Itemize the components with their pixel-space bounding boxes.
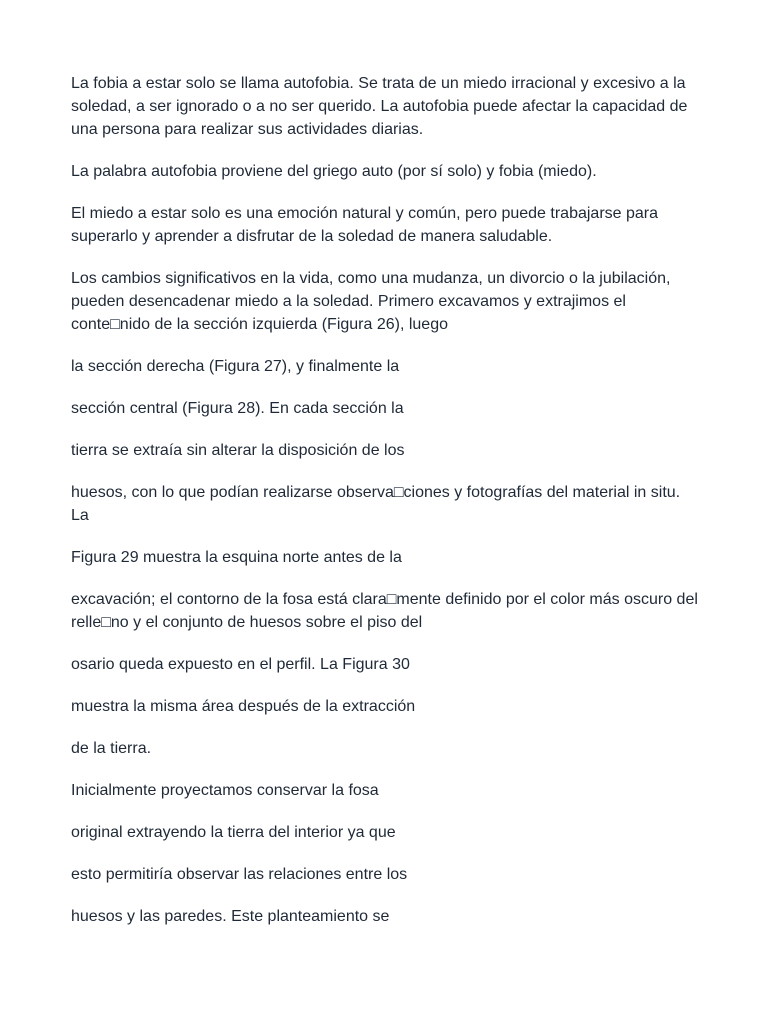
- document-body: [71, 72, 701, 947]
- paragraph-9: Figura 29 muestra la esquina norte antes de la: [71, 549, 402, 566]
- paragraph-16: esto permitiría observar las relaciones entre los: [71, 866, 408, 883]
- paragraph-8: huesos, con lo que podían realizarse observa□ciones y fotografías del material in situ. La: [71, 484, 681, 524]
- paragraph-7: tierra se extraía sin alterar la disposición de los: [71, 442, 405, 459]
- paragraph-1: La fobia a estar solo se llama autofobia. Se trata de un miedo irracional y excesivo a la soledad, a ser ignorado o a no ser querido. La autofobia puede afectar la capacidad de una persona para realizar sus actividades diarias.: [71, 75, 688, 138]
- paragraph-6: sección central (Figura 28). En cada sección la: [71, 400, 404, 417]
- paragraph-10: excavación; el contorno de la fosa está clara□mente definido por el color más oscuro del relle□no y el conjunto de huesos sobre el piso del: [71, 591, 698, 631]
- paragraph-11: osario queda expuesto en el perfil. La Figura 30: [71, 656, 410, 673]
- paragraph-12: muestra la misma área después de la extracción: [71, 698, 416, 715]
- paragraph-14: Inicialmente proyectamos conservar la fosa: [71, 782, 379, 799]
- paragraph-13: de la tierra.: [71, 740, 152, 757]
- paragraph-5: la sección derecha (Figura 27), y finalmente la: [71, 358, 400, 375]
- paragraph-17: huesos y las paredes. Este planteamiento se: [71, 908, 390, 925]
- paragraph-15: original extrayendo la tierra del interior ya que: [71, 824, 396, 841]
- paragraph-3: El miedo a estar solo es una emoción natural y común, pero puede trabajarse para superarlo y aprender a disfrutar de la soledad de manera saludable.: [71, 205, 659, 245]
- paragraph-2: La palabra autofobia proviene del griego auto (por sí solo) y fobia (miedo).: [71, 163, 597, 180]
- paragraph-4: Los cambios significativos en la vida, como una mudanza, un divorcio o la jubilación, pueden desencadenar miedo a la soledad. Primero excavamos y extrajimos el conte□nido de la sección izquierda (Figura 26), luego: [71, 270, 671, 333]
